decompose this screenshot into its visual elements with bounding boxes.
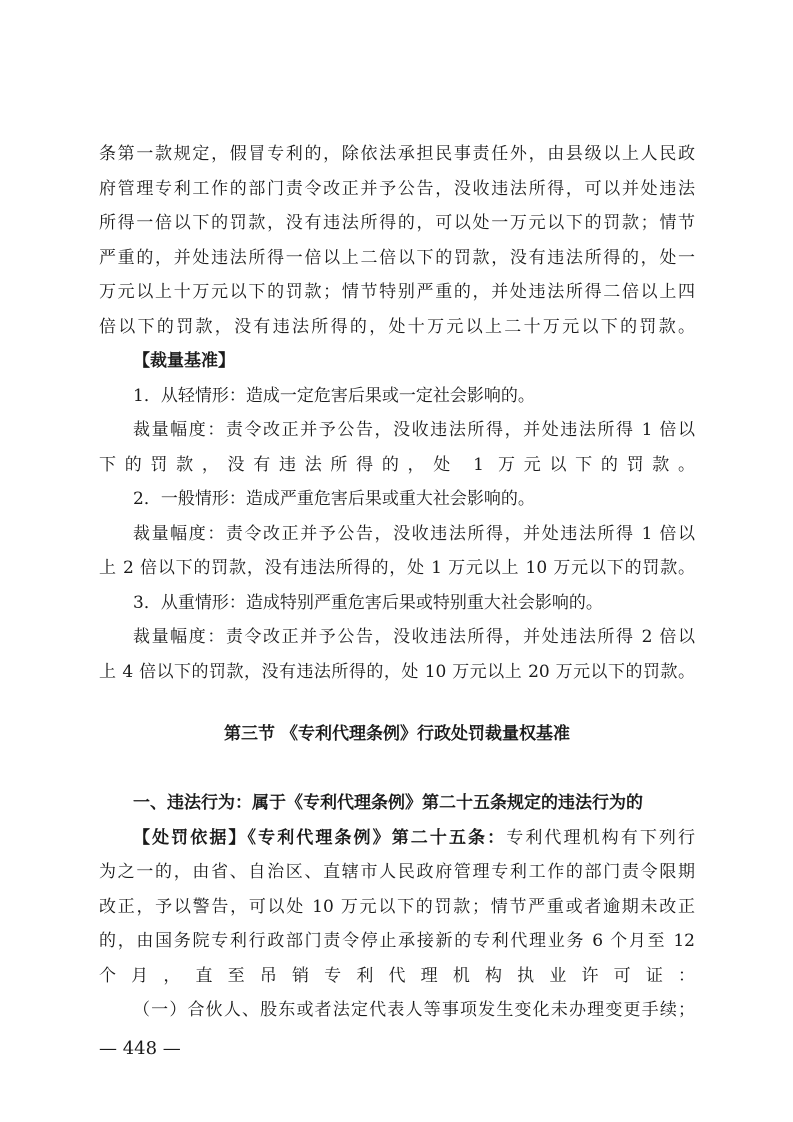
text-line: 为之一的，由省、自治区、直辖市人民政府管理专利工作的部门责令限期 (99, 862, 695, 882)
text-line: 严重的，并处违法所得一倍以上二倍以下的罚款，没有违法所得的，处一 (99, 247, 695, 268)
basis-label: 【处罚依据】《专利代理条例》第二十五条： (133, 827, 507, 848)
lenient-range (99, 413, 695, 482)
general-case: 2．一般情形：造成严重危害后果或重大社会影响的。 (133, 489, 535, 509)
text-line: 的，由国务院专利行政部门责令停止承接新的专利代理业务 6 个月至 12 (99, 931, 695, 951)
text-line: 倍以下的罚款，没有违法所得的，处十万元以上二十万元以下的罚款。 (99, 316, 695, 337)
general-range (99, 517, 695, 586)
standard-heading: 【裁量基准】 (133, 351, 235, 371)
text-line: 改正，予以警告，可以处 10 万元以下的罚款；情节严重或者逾期未改正 (99, 896, 695, 917)
text-line: 下的罚款，没有违法所得的，处 1 万元以下的罚款。 (99, 454, 695, 475)
penalty-basis (99, 821, 695, 994)
text-line: 所得一倍以下的罚款，没有违法所得的，可以处一万元以下的罚款；情节 (99, 213, 695, 233)
text-line: 裁量幅度：责令改正并予公告，没收违法所得，并处违法所得 2 倍以 (133, 627, 695, 647)
text-line: 上 4 倍以下的罚款，没有违法所得的，处 10 万元以上 20 万元以下的罚款。 (99, 661, 695, 682)
severe-case: 3．从重情形：造成特别严重危害后果或特别重大社会影响的。 (133, 592, 603, 613)
clause-1: （一）合伙人、股东或者法定代表人等事项发生变化未办理变更手续； (133, 1000, 695, 1020)
text-line: 专利代理机构有下列行 (506, 827, 696, 848)
patent-agency-block (99, 786, 695, 1028)
severe-range (99, 620, 695, 689)
text-line: 裁量幅度：责令改正并予公告，没收违法所得，并处违法所得 1 倍以 (133, 420, 695, 440)
lenient-case: 1．从轻情形：造成一定危害后果或一定社会影响的。 (133, 385, 535, 406)
text-line: 上 2 倍以下的罚款，没有违法所得的，处 1 万元以上 10 万元以下的罚款。 (99, 558, 695, 578)
text-line: 条第一款规定，假冒专利的，除依法承担民事责任外，由县级以上人民政 (99, 144, 695, 164)
penalty-standards-block (99, 137, 695, 689)
violation-heading: 一、违法行为：属于《专利代理条例》第二十五条规定的违法行为的 (133, 793, 643, 813)
section-title: 第三节 《专利代理条例》行政处罚裁量权基准 (224, 724, 570, 744)
text-line: 个月，直至吊销专利代理机构执业许可证： (99, 965, 695, 986)
text-line: 万元以上十万元以下的罚款；情节特别严重的，并处违法所得二倍以上四 (99, 282, 695, 302)
page-number: — 448 — (99, 1038, 181, 1059)
paragraph-continuation (99, 137, 695, 344)
text-line: 府管理专利工作的部门责令改正并予公告，没收违法所得，可以并处违法 (99, 178, 695, 199)
text-line: 裁量幅度：责令改正并予公告，没收违法所得，并处违法所得 1 倍以 (133, 523, 695, 544)
